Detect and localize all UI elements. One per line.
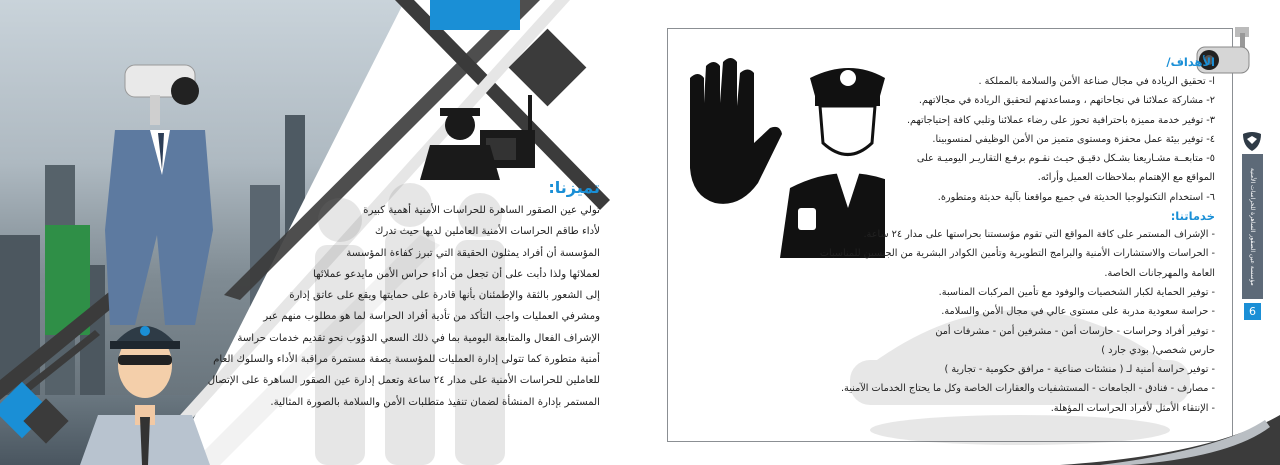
service-item: - توفير الحماية لكبار الشخصيات والوفود مع تأمين المركبات المناسبة. [938,286,1215,298]
goal-item: ٥- متابعــة مشـاريعنا بشـكل دقيـق حيـث نقـوم برفـع التقاريـر اليوميـة على [916,153,1215,165]
distinction-line: لعملائها ولذا دأبت على أن تجعل من أداء حراس الأمن مايدعو عملائها [313,268,600,280]
goal-item: ٤- توفير بيئة عمل محفزة ومستوى متميز من الأمن الوظيفي لمنسوبينا. [932,133,1215,145]
service-item: - الحراسات والاستشارات الأمنية والبرامج التطويرية وتأمين الكوادر البشرية من الجنسين للمناسبات [819,248,1215,260]
bottom-swoosh [1060,415,1280,465]
distinction-line: لأداء طاقم الحراسات الأمنية العاملين لديها حيث تدرك [375,226,600,238]
service-item: العامة والمهرجانات الخاصة. [1104,267,1215,279]
goals-and-services [750,52,1215,418]
distinction-line: للعاملين للحراسات الأمنية على مدار ٢٤ ساعة وتعمل إدارة عين الصقور الساهرة على الإتصال [207,375,600,387]
service-item: - حراسة سعودية مدربة على مستوى عالي في مجال الأمن والسلامة. [941,306,1215,318]
distinction-line: أمنية متطورة كما تتولى إدارة العمليات للمؤسسة بصفة مستمرة مراقبة الأداء والسلوك العام [213,354,600,366]
goal-item: المواقع مع الإهتمام بملاحظات العميل وأرائه. [1037,172,1215,184]
goal-item: ٦- استخدام التكنولوجيا الحديثة في جميع مواقعنا بآلية حديثة ومتطورة. [937,191,1215,203]
goal-item: ٢- مشاركة عملائنا في نجاحاتهم ، ومساعدتهم لتحقيق الريادة في مجالاتهم. [918,95,1215,107]
service-item: - الإنتقاء الأمثل لأفراد الحراسات المؤهلة. [1050,402,1215,414]
falcon-shield-logo [1241,130,1263,152]
distinction-line: الإشراف الفعال والمتابعة اليومية بما في ذلك السعي الدؤوب نحو تقديم خدمات حراسة [237,332,600,344]
officer-with-radio-icon [420,90,545,180]
goal-item: ٣- توفير خدمة مميزة باحترافية تحوز على رضاء عملائنا وتلبي كافة إحتياجاتهم. [906,114,1215,126]
goals-title: الأهداف/ [1166,55,1215,69]
service-item: - توفير حراسة أمنية لـ ( منشئات صناعية - مرافق حكومية - تجارية ) [944,364,1215,376]
page-number: 6 [1244,303,1261,320]
blue-square-top [430,0,520,30]
distinction-line: المستمر بإدارة المنشأة لضمان تنفيذ متطلبات الأمن والسلامة بالصورة المثالية. [270,396,600,408]
right-page [640,0,1280,465]
service-item: - مصارف - فنادق - الجامعات - المستشفيات والعقارات الخاصة وكل ما يحتاج الخدمات الآمنية. [840,383,1215,395]
service-item: - توفير أفراد وحراسات - حارسات أمن - مشرفين أمن - مشرفات أمن [935,325,1215,337]
goal-item: ا- تحقيق الريادة في مجال صناعة الأمن والسلامة بالمملكة . [978,76,1215,87]
distinction-section [180,176,600,413]
distinction-line: المؤسسة أن أفراد يمثلون الحقيقة التي تبرز كفاءة المؤسسة [346,247,600,259]
company-name-sidebar: مؤسسة عين الصقور الساهرة للحراسات الأمنية [1242,154,1263,299]
distinction-line: إلى الشعور بالثقة والإطمئنان بأنها قادرة على حمايتها ويقع على عاتق إدارة [289,290,600,302]
service-item: - الإشراف المستمر على كافة المواقع التي تقوم مؤسستنا بحراستها على مدار ٢٤ ساعة. [863,229,1215,241]
distinction-title: تميزنا: [548,178,600,197]
service-item: حارس شخصي( بودي جارد ) [1101,344,1215,356]
distinction-line: ومشرفي العمليات واجب التأكد من تأدية أفراد الحراسة لما هو مطلوب منهم عبر [263,311,600,323]
services-title: خدماتنا: [1170,209,1215,224]
distinction-line: تولي عين الصقور الساهرة للحراسات الأمنية أهمية كبيرة [363,205,600,216]
